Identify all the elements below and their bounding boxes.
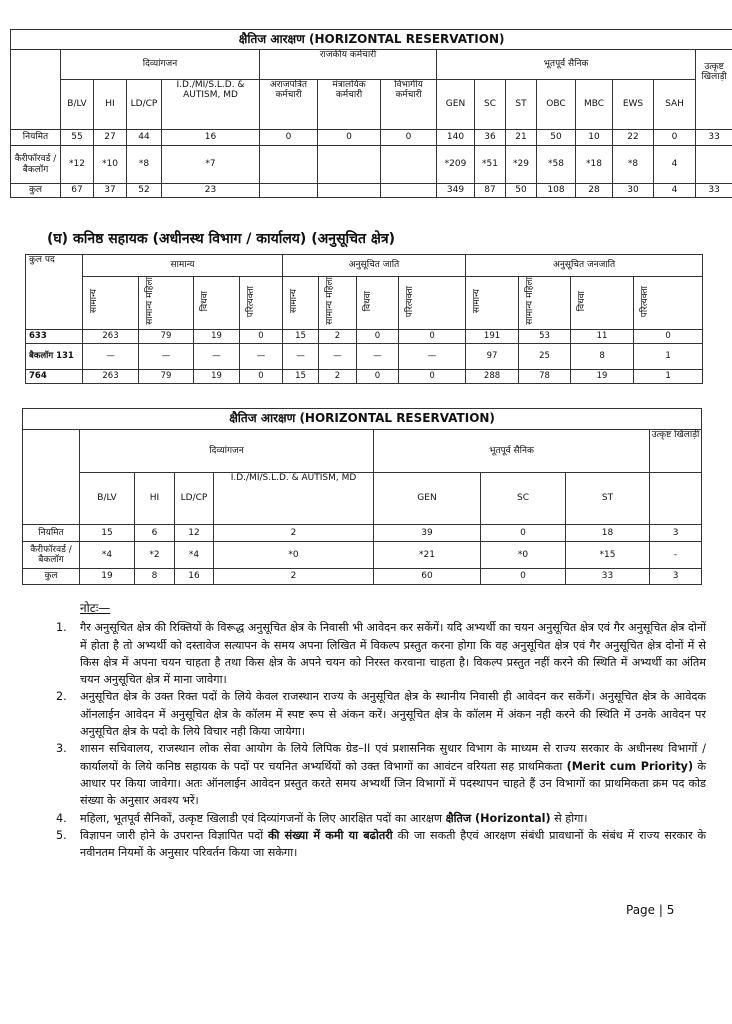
table-cell: 52: [127, 184, 162, 198]
table3-col-st: ST: [566, 473, 650, 525]
table-cell: 8: [135, 569, 175, 585]
table1-col-id-autism: I.D./MI/S.L.D. & AUTISM, MD: [162, 80, 260, 130]
table2-subcol: [83, 277, 139, 330]
table1-title: क्षैतिज आरक्षण (HORIZONTAL RESERVATION): [11, 30, 732, 50]
table1-group-rajkiya: राजकीय कर्मचारी: [260, 50, 437, 80]
table2-subcol: [357, 277, 399, 330]
table1-col-ews: EWS: [613, 80, 654, 130]
note-text: विज्ञापन जारी होने के उपरान्त विज्ञापित पदों: [80, 828, 268, 842]
table-cell: 55: [61, 130, 94, 146]
table-cell: *4: [175, 542, 214, 569]
table-cell: 263: [83, 330, 139, 344]
table-cell: 11: [571, 330, 634, 344]
table-cell: 16: [162, 130, 260, 146]
note-text: की जा सकती हैएवं आरक्षण संबंधी प्रावधानों के संबंध में राज्य सरकार के नवीनतम नियमों के अनुसार परिवर्तन किया जा सकेगा।: [80, 828, 706, 860]
section-heading: (घ) कनिष्ठ सहायक (अधीनस्थ विभाग / कार्यालय) (अनुसूचित क्षेत्र): [47, 231, 396, 247]
table2-subcol: [194, 277, 240, 330]
table1-group-sainik: भूतपूर्व सैनिक: [437, 50, 696, 80]
table-cell: *8: [127, 146, 162, 184]
table1-col-arajpatrit: अराजपत्रित कर्मचारी: [260, 80, 318, 130]
table-row: [26, 344, 703, 370]
table-cell: 37: [94, 184, 127, 198]
note-number: 1.: [56, 621, 67, 635]
table-cell: *18: [576, 146, 613, 184]
row-label: नियमित: [23, 525, 80, 542]
table-cell: *10: [94, 146, 127, 184]
table2-subcol-label: परित्यक्ता: [640, 285, 651, 317]
table-cell: 15: [80, 525, 135, 542]
row-label: 633: [26, 330, 83, 344]
table-cell: 23: [162, 184, 260, 198]
horizontal-reservation-table-1: [10, 29, 732, 198]
table-cell: *29: [506, 146, 537, 184]
table-cell: 33: [696, 130, 732, 146]
row-label: 764: [26, 370, 83, 384]
table2-subcol-label: विधवा: [200, 291, 210, 312]
note-number: 4.: [56, 811, 67, 825]
table-cell: 191: [466, 330, 519, 344]
table1-utkrisht: उत्कृष्ट खिलाड़ी: [696, 50, 732, 130]
table3-utkrisht: उत्कृष्ट खिलाड़ी: [650, 430, 702, 473]
table-cell: —: [283, 344, 319, 370]
table-cell: *51: [475, 146, 506, 184]
table-cell: 288: [466, 370, 519, 384]
table-cell: 2: [319, 370, 357, 384]
table3-col-utkrisht-blank: [650, 473, 702, 525]
table-cell: —: [240, 344, 283, 370]
table1-col-mbc: MBC: [576, 80, 613, 130]
table-cell: —: [83, 344, 139, 370]
table-cell: 8: [571, 344, 634, 370]
table1-col-hi: HI: [94, 80, 127, 130]
table-row: [26, 330, 703, 344]
table-cell: *7: [162, 146, 260, 184]
table-cell: 0: [654, 130, 696, 146]
horizontal-reservation-table-2: [22, 408, 702, 585]
table1-col-gen: GEN: [437, 80, 475, 130]
table2-subcol: [571, 277, 634, 330]
table-cell: [381, 146, 437, 184]
table2-kul-pad: कुल पद: [26, 255, 83, 330]
table-cell: 39: [374, 525, 481, 542]
table2-subcol-label: परित्यक्ता: [246, 285, 256, 317]
table-cell: 22: [613, 130, 654, 146]
table2-subcol: [240, 277, 283, 330]
table-row: [23, 525, 702, 542]
table-cell: [696, 146, 732, 184]
table1-col-mantralayik: मंत्रालयिक कर्मचारी: [318, 80, 381, 130]
table1-col-vibhagiya: विभागीय कर्मचारी: [381, 80, 437, 130]
table-cell: 2: [214, 525, 374, 542]
notes-title: नोटः—: [80, 601, 111, 615]
table1-col-obc: OBC: [537, 80, 576, 130]
row-label: कुल: [23, 569, 80, 585]
table-cell: 16: [175, 569, 214, 585]
row-label: कैरीफॉरवर्ड / बैकलॉग: [11, 146, 61, 184]
table-cell: 67: [61, 184, 94, 198]
table2-subcol-label: सामान्य: [472, 289, 483, 314]
table-cell: 19: [194, 330, 240, 344]
table-cell: *8: [613, 146, 654, 184]
note-text: से होगा।: [550, 811, 588, 825]
table1-corner: [11, 50, 61, 130]
note-text: महिला, भूतपूर्व सैनिकों, उत्कृष्ट खिलाडी एवं दिव्यांगजनों के लिए आरक्षित पदों का आरक्षण: [80, 811, 446, 825]
table-cell: 79: [139, 370, 194, 384]
table1-col-blv: B/LV: [61, 80, 94, 130]
table1-col-sah: SAH: [654, 80, 696, 130]
table-row: [23, 542, 702, 569]
note-text: अनुसूचित क्षेत्र के उक्त रिक्त पदों के लिये केवल राजस्थान राज्य के अनुसूचित क्षेत्र के स्थानीय निवासी ही आवेदन कर सकेंगें। अनुसूचित क्षेत्र के आवेदक ऑनलाईन आवेदन में अनुसूचित क्षेत्र के कॉलम में स्पष्ट रूप से अंकन करें। अनुसूचित क्षेत्र के कॉलम में अंकन नही करने की स्थिति में उनके आवेदन पर अनुसूचित क्षेत्र के पदो के लिये विचार नही किया जायेगा।: [80, 690, 706, 739]
table-cell: 12: [175, 525, 214, 542]
table2-subcol-label: विधवा: [363, 291, 374, 312]
table-cell: 140: [437, 130, 475, 146]
table-cell: 87: [475, 184, 506, 198]
table3-group-sainik: भूतपूर्व सैनिक: [374, 430, 650, 473]
table-cell: 19: [571, 370, 634, 384]
table2-subcol: [519, 277, 571, 330]
table2-subcol: [634, 277, 703, 330]
row-label: बैकलॉग 131: [26, 344, 83, 370]
table-cell: 25: [519, 344, 571, 370]
table-cell: 27: [94, 130, 127, 146]
table3-col-blv: B/LV: [80, 473, 135, 525]
note-item: [56, 619, 706, 688]
table-cell: 28: [576, 184, 613, 198]
table-cell: 3: [650, 569, 702, 585]
table-cell: 18: [566, 525, 650, 542]
table2-subcol-label: सामान्य महिला: [325, 277, 336, 326]
table2-group-sc: अनुसूचित जाति: [283, 255, 466, 277]
table-cell: —: [399, 344, 466, 370]
table-cell: 3: [650, 525, 702, 542]
table-cell: 1: [634, 344, 703, 370]
row-label: कुल: [11, 184, 61, 198]
note-bold-text: क्षैतिज (Horizontal): [445, 811, 551, 825]
table-row: [11, 130, 732, 146]
table-cell: *58: [537, 146, 576, 184]
table3-corner: [23, 430, 80, 525]
table-cell: —: [139, 344, 194, 370]
table-cell: 108: [537, 184, 576, 198]
table-cell: 0: [481, 525, 566, 542]
table-cell: —: [194, 344, 240, 370]
table-cell: [318, 184, 381, 198]
table-cell: 21: [506, 130, 537, 146]
table2-subcol-label: सामान्य: [89, 289, 99, 314]
note-bold-text: (Merit cum Priority): [566, 759, 694, 773]
table2-group-st: अनुसूचित जनजाति: [466, 255, 703, 277]
table3-group-divyang: दिव्यांगजन: [80, 430, 374, 473]
table2-subcol: [466, 277, 519, 330]
table2-subcol-label: सामान्य: [289, 289, 300, 314]
table-cell: 33: [696, 184, 732, 198]
table-cell: *209: [437, 146, 475, 184]
table-cell: 97: [466, 344, 519, 370]
table-cell: —: [357, 344, 399, 370]
table-cell: 0: [357, 370, 399, 384]
table-cell: 0: [399, 330, 466, 344]
table-cell: 0: [240, 330, 283, 344]
table-cell: 0: [481, 569, 566, 585]
table-cell: *21: [374, 542, 481, 569]
table1-col-ldcp: LD/CP: [127, 80, 162, 130]
table2-subcol: [319, 277, 357, 330]
table2-subcol-label: विधवा: [577, 291, 588, 312]
table-cell: 2: [319, 330, 357, 344]
table-cell: 4: [654, 184, 696, 198]
table-cell: -: [650, 542, 702, 569]
table-row: [11, 146, 732, 184]
table-cell: 4: [654, 146, 696, 184]
table-cell: 30: [613, 184, 654, 198]
table-cell: 6: [135, 525, 175, 542]
table-cell: 15: [283, 330, 319, 344]
table-cell: [260, 146, 318, 184]
table-cell: 78: [519, 370, 571, 384]
table3-col-sc: SC: [481, 473, 566, 525]
table2-subcol: [283, 277, 319, 330]
table-cell: 0: [357, 330, 399, 344]
table2-subcol: [399, 277, 466, 330]
table2-subcol-label: परित्यक्ता: [405, 285, 416, 317]
table1-col-sc: SC: [475, 80, 506, 130]
table-cell: 0: [634, 330, 703, 344]
row-label: नियमित: [11, 130, 61, 146]
note-bold-text: की संख्या में कमी या बढोतरी: [267, 828, 393, 842]
table2-group-samanya: सामान्य: [83, 255, 283, 277]
note-text: शासन सचिवालय, राजस्थान लोक सेवा आयोग के लिये लिपिक ग्रेड–II एवं प्रशासनिक सुधार विभाग के माध्यम से राज्य सरकार के अधीनस्थ विभागों / कार्यालयों के लिये कनिष्ठ सहायक के पदों पर चयनित अभ्यर्थियों को उक्त विभागों का आवंटन वरियता सह प्राथमिकता: [80, 742, 707, 773]
table-cell: *4: [80, 542, 135, 569]
table-cell: 0: [318, 130, 381, 146]
table-cell: 10: [576, 130, 613, 146]
row-label: कैरीफॉरवर्ड / बैकलॉग: [23, 542, 80, 569]
table2-subcol: [139, 277, 194, 330]
note-item: [56, 827, 706, 862]
note-item: [56, 810, 706, 827]
table-cell: 50: [537, 130, 576, 146]
table3-col-id-autism: I.D./MI/S.L.D. & AUTISM, MD: [214, 473, 374, 525]
table3-col-gen: GEN: [374, 473, 481, 525]
table-cell: *15: [566, 542, 650, 569]
table-row: [23, 569, 702, 585]
table-cell: [260, 184, 318, 198]
note-number: 2.: [56, 690, 67, 704]
table-row: [11, 184, 732, 198]
scheduled-area-table: [25, 254, 703, 384]
table-cell: 1: [634, 370, 703, 384]
note-item: [56, 688, 706, 740]
table-cell: 53: [519, 330, 571, 344]
note-text: गैर अनुसूचित क्षेत्र की रिक्तियों के विरूद्ध अनुसूचित क्षेत्र के निवासी भी आवेदन कर सकेंगें। यदि अभ्यर्थी का चयन अनुसूचित क्षेत्र एवं गैर अनुसूचित क्षेत्र दोनों में होता है तो अभ्यर्थी को दस्तावेज सत्यापन के समय अपना लिखित में विकल्प प्रस्तुत करना होगा कि वह अनुसूचित क्षेत्र एवं गैर अनुसूचित क्षेत्र दोनों में से किस क्षेत्र में अपना चयन चाहता है तथा किस क्षेत्र के अपने चयन को निरस्त करवाना चाहता है। विकल्प प्रस्तुत नहीं करने की स्थिति में अभ्यर्थी का अंतिम चयन अनुसूचित क्षेत्र में माना जावेगा।: [80, 621, 707, 687]
page-number: Page | 5: [626, 903, 675, 917]
note-number: 5.: [56, 828, 67, 842]
table-cell: 0: [240, 370, 283, 384]
table-cell: *2: [135, 542, 175, 569]
table-cell: 15: [283, 370, 319, 384]
table-cell: 50: [506, 184, 537, 198]
table-cell: [318, 146, 381, 184]
table-cell: *0: [214, 542, 374, 569]
note-text: के आधार पर किया जावेगा। अतः ऑनलाईन आवेदन प्रस्तुत करते समय अभ्यर्थी जिन विभागों में पदस्थापन चाहते हैं उन विभागों का प्राथमिकता क्रम पद कोड संख्या के अनुसार अवश्य भरें।: [80, 759, 707, 808]
table-cell: 263: [83, 370, 139, 384]
table3-col-hi: HI: [135, 473, 175, 525]
table-cell: 19: [80, 569, 135, 585]
table-cell: 2: [214, 569, 374, 585]
table-cell: 33: [566, 569, 650, 585]
table-cell: 349: [437, 184, 475, 198]
notes-section: [56, 600, 706, 861]
note-item: [56, 740, 706, 809]
table-cell: 19: [194, 370, 240, 384]
table3-title: क्षैतिज आरक्षण (HORIZONTAL RESERVATION): [23, 409, 702, 430]
table-row: [26, 370, 703, 384]
table-cell: 79: [139, 330, 194, 344]
table-cell: 0: [260, 130, 318, 146]
table-cell: *0: [481, 542, 566, 569]
table-cell: *12: [61, 146, 94, 184]
table-cell: 44: [127, 130, 162, 146]
table-cell: 0: [381, 130, 437, 146]
table2-subcol-label: सामान्य महिला: [525, 277, 536, 326]
table1-col-st: ST: [506, 80, 537, 130]
table-cell: 36: [475, 130, 506, 146]
table-cell: [381, 184, 437, 198]
table2-subcol-label: सामान्य महिला: [145, 277, 155, 326]
table1-group-divyang: दिव्यांगजन: [61, 50, 260, 80]
table-cell: 0: [399, 370, 466, 384]
table-cell: —: [319, 344, 357, 370]
note-number: 3.: [56, 742, 67, 756]
table-cell: 60: [374, 569, 481, 585]
table3-col-ldcp: LD/CP: [175, 473, 214, 525]
